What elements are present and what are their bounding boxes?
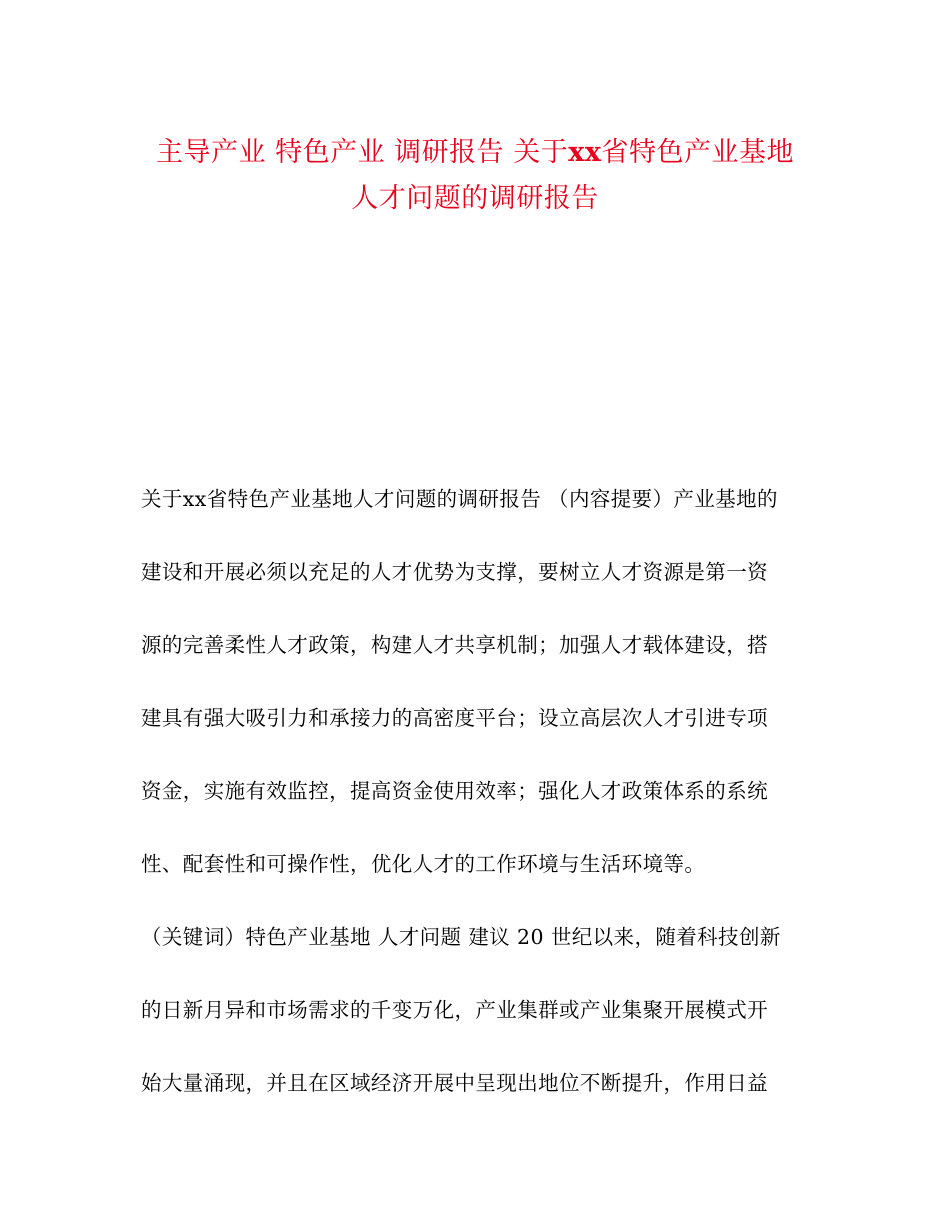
paragraph-1-line: 性、配套性和可操作性，优化人才的工作环境与生活环境等。: [141, 852, 706, 876]
document-title: [120, 130, 830, 222]
title-xx: xx: [568, 137, 602, 168]
paragraph-1-line: 建设和开展必须以充足的人才优势为支撑，要树立人才资源是第一资: [141, 560, 768, 584]
title-line-1-part-2: 省特色产业基地: [601, 137, 794, 168]
title-line-1-part-1: 主导产业 特色产业 调研报告 关于: [156, 137, 569, 168]
paragraph-1-line: 建具有强大吸引力和承接力的高密度平台；设立高层次人才引进专项: [141, 706, 768, 730]
paragraph-2-line: 的日新月异和市场需求的千变万化，产业集群或产业集聚开展模式开: [141, 998, 768, 1022]
paragraph-1-line: 资金，实施有效监控，提高资金使用效率；强化人才政策体系的系统: [141, 779, 768, 803]
paragraph-1-line: 关于xx省特色产业基地人才问题的调研报告 （内容提要）产业基地的: [141, 487, 778, 511]
title-line-1: [120, 130, 830, 176]
title-line-2: 人才问题的调研报告: [351, 183, 599, 214]
paragraph-2-line: 始大量涌现，并且在区域经济开展中呈现出地位不断提升，作用日益: [141, 1071, 768, 1095]
paragraph-1-line: 源的完善柔性人才政策，构建人才共享机制；加强人才载体建设，搭: [141, 633, 768, 657]
paragraph-2-line: （关键词）特色产业基地 人才问题 建议 20 世纪以来，随着科技创新: [141, 925, 781, 949]
